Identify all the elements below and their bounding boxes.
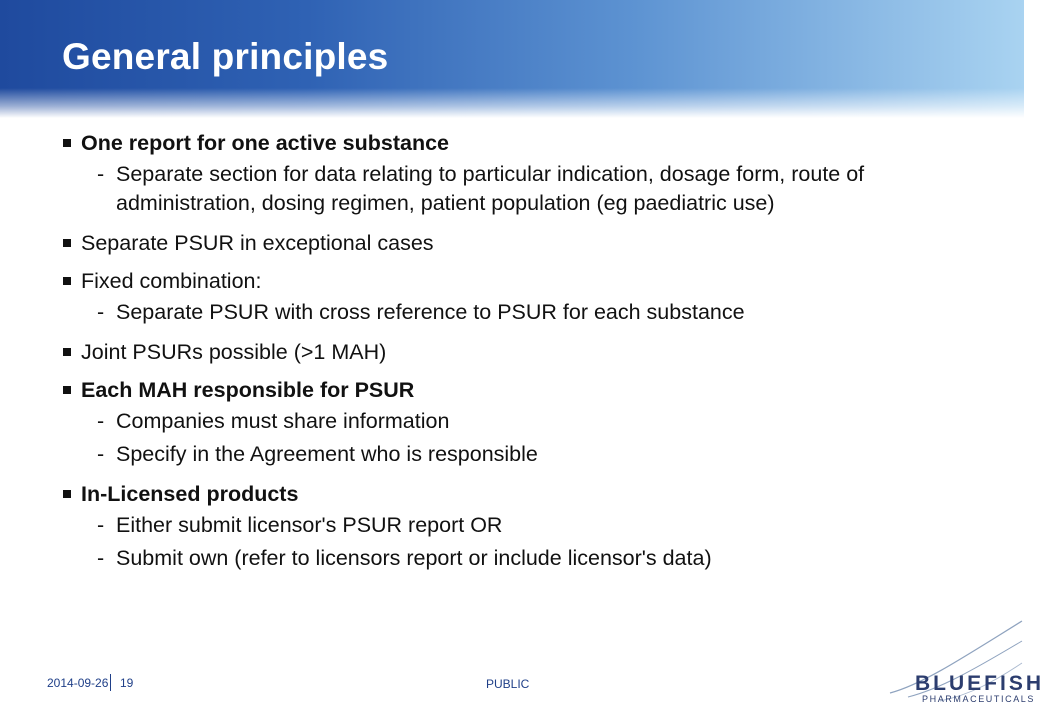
sub-bullet-text: Submit own (refer to licensors report or include licensor's data) xyxy=(116,546,712,570)
bullet-text: One report for one active substance xyxy=(81,131,449,155)
bullet-list xyxy=(62,130,982,573)
logo-subtitle: PHARMACEUTICALS xyxy=(922,694,1036,704)
bullet-item xyxy=(62,377,982,403)
square-bullet-icon xyxy=(63,490,71,498)
bullet-item xyxy=(62,339,982,365)
sub-bullet-item xyxy=(62,298,982,327)
bullet-item xyxy=(62,268,982,294)
footer-divider xyxy=(110,674,111,691)
logo-wordmark: BLUEFISH xyxy=(915,672,1044,695)
bullet-text: Joint PSURs possible (>1 MAH) xyxy=(81,340,387,364)
footer-classification: PUBLIC xyxy=(486,677,530,691)
bullet-text: Each MAH responsible for PSUR xyxy=(81,378,415,402)
bullet-text: Separate PSUR in exceptional cases xyxy=(81,231,434,255)
sub-bullet-text: Separate section for data relating to particular indication, dosage form, route of administration, dosing regimen, patient population (eg paediatric use) xyxy=(116,162,865,215)
bullet-text: In-Licensed products xyxy=(81,482,299,506)
bullet-item xyxy=(62,130,982,156)
sub-bullet-item xyxy=(62,511,982,540)
dash-bullet-icon: - xyxy=(97,409,105,433)
sub-bullet-item xyxy=(62,407,982,436)
bullet-text: Fixed combination: xyxy=(81,269,262,293)
sub-bullet-item xyxy=(62,160,982,218)
sub-bullet-text: Separate PSUR with cross reference to PSUR for each substance xyxy=(116,300,745,324)
sub-bullet-item xyxy=(62,544,982,573)
square-bullet-icon xyxy=(63,139,71,147)
dash-bullet-icon: - xyxy=(97,513,105,537)
square-bullet-icon xyxy=(63,348,71,356)
dash-bullet-icon: - xyxy=(97,442,105,466)
bullet-item xyxy=(62,230,982,256)
sub-bullet-text: Specify in the Agreement who is responsible xyxy=(116,442,538,466)
dash-bullet-icon: - xyxy=(97,162,105,186)
title-banner-fade xyxy=(0,88,1024,118)
sub-bullet-text: Companies must share information xyxy=(116,409,450,433)
footer-date: 2014-09-26 xyxy=(47,676,109,690)
square-bullet-icon xyxy=(63,239,71,247)
sub-bullet-item xyxy=(62,440,982,469)
square-bullet-icon xyxy=(63,386,71,394)
dash-bullet-icon: - xyxy=(97,300,105,324)
slide-title: General principles xyxy=(62,36,389,77)
bullet-item xyxy=(62,481,982,507)
square-bullet-icon xyxy=(63,277,71,285)
footer-page-number: 19 xyxy=(120,676,134,690)
sub-bullet-text: Either submit licensor's PSUR report OR xyxy=(116,513,503,537)
dash-bullet-icon: - xyxy=(97,546,105,570)
